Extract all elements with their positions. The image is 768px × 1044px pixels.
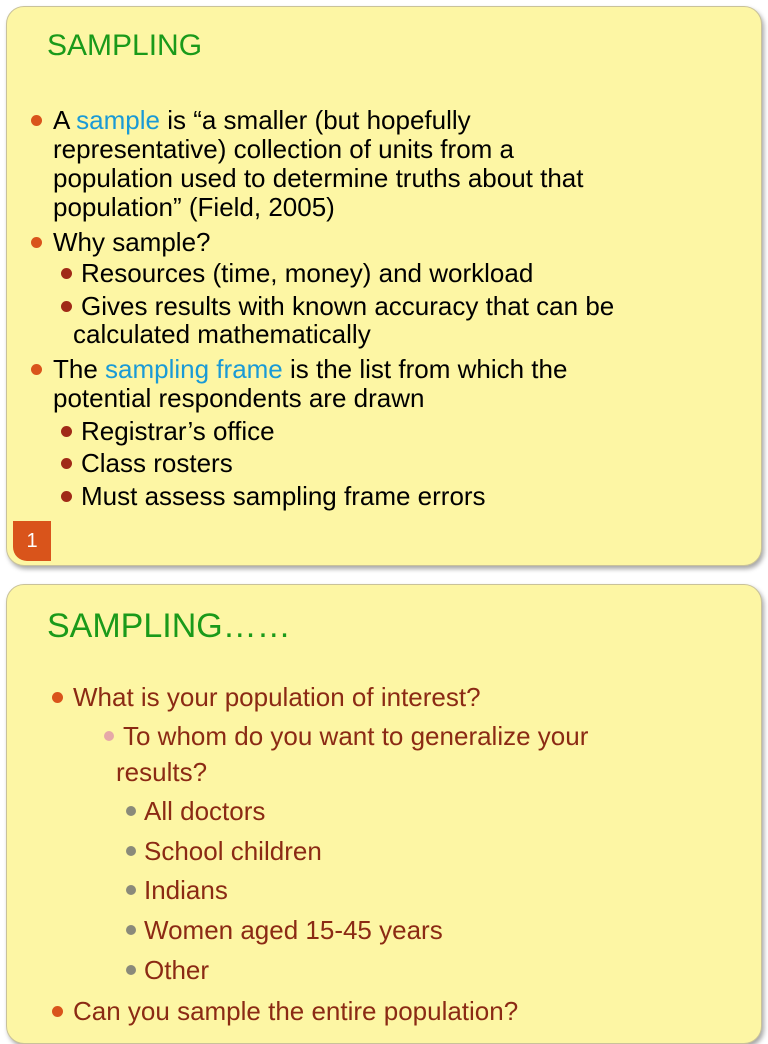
bullet-text-prefix: A	[53, 105, 77, 135]
bullet-dot	[52, 1006, 63, 1017]
bullet-text-suffix: is “a smaller (but hopefully	[159, 105, 471, 135]
sub-bullet-text: Class rosters	[81, 448, 233, 478]
bullet-dot	[61, 268, 72, 279]
bullet-dot	[126, 885, 136, 895]
bullet-population-of-interest	[73, 679, 481, 715]
bullet-dot	[31, 237, 42, 248]
term-sample: sample	[76, 105, 160, 135]
slide-1	[6, 6, 762, 566]
term-sampling-frame: sampling frame	[105, 354, 283, 384]
bullet-dot	[104, 731, 114, 741]
bullet-dot	[126, 806, 136, 816]
slide-title: SAMPLING	[47, 29, 203, 62]
bullet-text-suffix: is the list from which the	[282, 354, 568, 384]
sub-bullet	[81, 292, 614, 321]
bullet-dot	[61, 426, 72, 437]
bullet-dot	[31, 115, 42, 126]
bullet-text: Can you sample the entire population?	[73, 996, 519, 1026]
sub-bullet-text: Gives results with known accuracy that can be	[81, 291, 615, 321]
example-item	[144, 872, 228, 908]
bullet-dot	[61, 301, 72, 312]
example-item	[144, 952, 209, 988]
example-item	[144, 833, 322, 869]
bullet-continuation: population used to determine truths about that	[53, 163, 584, 193]
bullet-text: Why sample?	[53, 227, 211, 257]
bullet-continuation: representative) collection of units from a	[53, 134, 514, 164]
bullet-sampling-frame	[53, 355, 567, 384]
slide-number-badge: 1	[13, 521, 51, 561]
bullet-dot	[61, 491, 72, 502]
sub-bullet-continuation: results?	[116, 757, 208, 787]
example-text: All doctors	[144, 796, 266, 826]
sub-bullet	[123, 718, 588, 754]
sub-bullet-text: Must assess sampling frame errors	[81, 481, 486, 511]
example-text: Indians	[144, 875, 228, 905]
example-text: Other	[144, 955, 210, 985]
bullet-dot	[61, 458, 72, 469]
slide-title: SAMPLING……	[47, 607, 291, 645]
example-text: School children	[144, 836, 322, 866]
slide-2	[6, 584, 762, 1044]
example-item	[144, 912, 443, 948]
sub-bullet	[81, 449, 233, 478]
sub-bullet	[81, 259, 533, 288]
bullet-dot	[52, 692, 63, 703]
bullet-continuation: potential respondents are drawn	[53, 383, 425, 413]
sub-bullet	[81, 417, 275, 446]
sub-bullet-continuation: calculated mathematically	[73, 319, 371, 349]
bullet-dot	[126, 925, 136, 935]
sub-bullet-text: Resources (time, money) and workload	[81, 258, 534, 288]
sub-bullet	[81, 482, 486, 511]
bullet-dot	[126, 846, 136, 856]
example-text: Women aged 15-45 years	[144, 915, 443, 945]
example-item	[144, 793, 265, 829]
bullet-why-sample	[53, 228, 211, 257]
sub-bullet-text: Registrar’s office	[81, 416, 275, 446]
bullet-sample-definition	[53, 106, 471, 135]
bullet-dot	[126, 965, 136, 975]
bullet-dot	[31, 364, 42, 375]
sub-bullet-text: To whom do you want to generalize your	[123, 721, 589, 751]
bullet-text: What is your population of interest?	[73, 682, 481, 712]
bullet-continuation: population” (Field, 2005)	[53, 192, 335, 222]
bullet-text-prefix: The	[53, 354, 106, 384]
